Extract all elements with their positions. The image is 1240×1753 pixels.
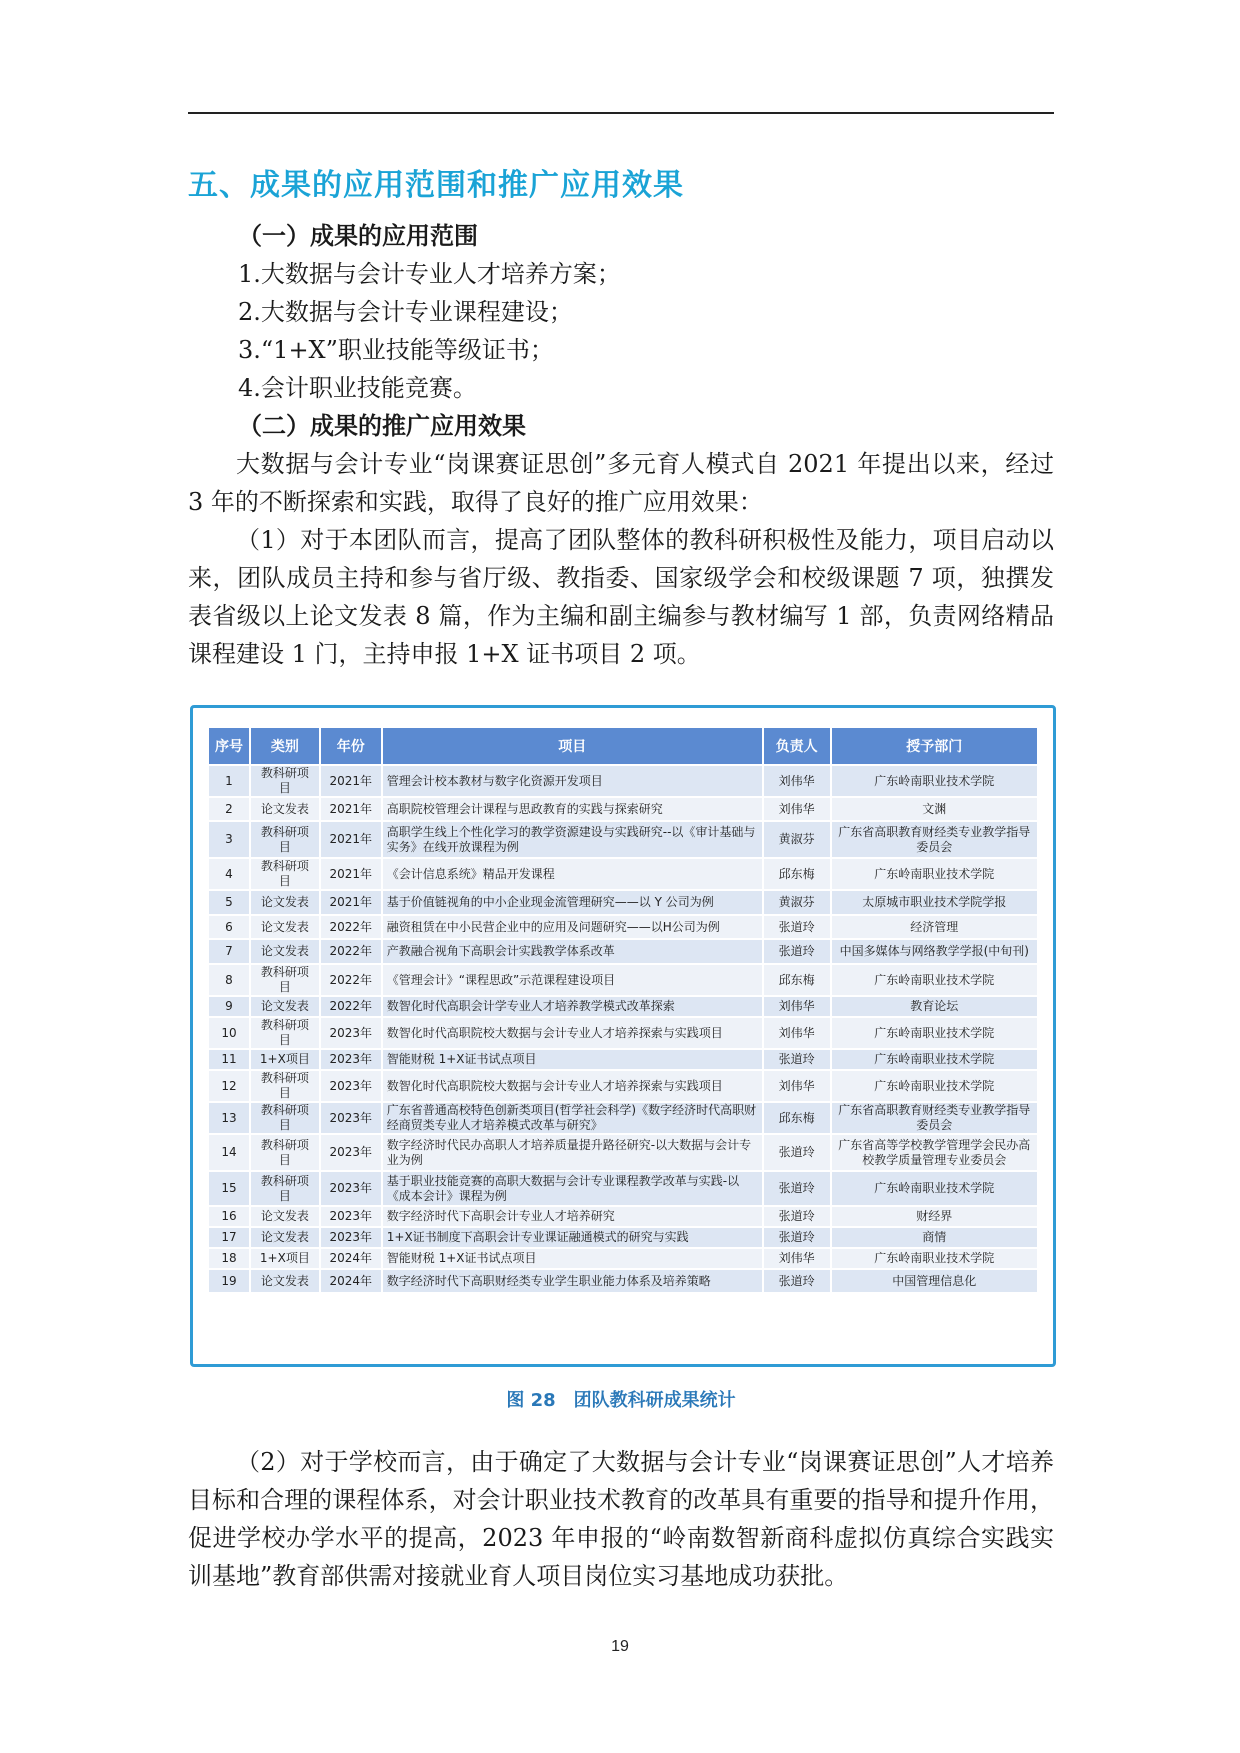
col-header: 负责人	[763, 727, 831, 765]
table-cell: 教科研项目	[250, 1171, 320, 1206]
table-cell: 张道玲	[763, 1049, 831, 1070]
table-cell: 论文发表	[250, 797, 320, 821]
table-cell: 15	[208, 1171, 250, 1206]
table-cell: 刘伟华	[763, 1248, 831, 1269]
table-cell: 1+X证书制度下高职会计专业课证融通模式的研究与实践	[382, 1227, 763, 1248]
col-header: 授予部门	[831, 727, 1038, 765]
table-cell: 教科研项目	[250, 1070, 320, 1102]
paragraph-team: （1）对于本团队而言，提高了团队整体的教科研积极性及能力，项目启动以来，团队成员主持和参与省厅级、教指委、国家级学会和校级课题 7 项，独撰发表省级以上论文发表 8 篇，作为主编和副主编参与教材编写 1 部，负责网络精品课程建设 1 门，主持申报 1+X 证书项目 2 项。	[188, 526, 1054, 668]
col-header: 类别	[250, 727, 320, 765]
table-cell: 广东省高职教育财经类专业教学指导委员会	[831, 1102, 1038, 1134]
table-row	[208, 890, 1038, 915]
table-cell: 教科研项目	[250, 821, 320, 858]
table-cell: 邱东梅	[763, 1102, 831, 1134]
table-cell: 中国管理信息化	[831, 1269, 1038, 1293]
table-cell: 邱东梅	[763, 858, 831, 890]
table-cell: 14	[208, 1134, 250, 1171]
table-cell: 10	[208, 1017, 250, 1049]
results-table	[207, 726, 1039, 1294]
table-cell: 太原城市职业技术学院学报	[831, 890, 1038, 915]
col-header: 项目	[382, 727, 763, 765]
table-row	[208, 1269, 1038, 1293]
table-cell: 张道玲	[763, 939, 831, 964]
list-item: 1.大数据与会计专业人才培养方案；	[238, 260, 621, 288]
table-cell: 2021年	[320, 890, 382, 915]
table-cell: 张道玲	[763, 915, 831, 939]
table-cell: 1+X项目	[250, 1049, 320, 1070]
table-row	[208, 1206, 1038, 1227]
table-cell: 论文发表	[250, 996, 320, 1017]
table-cell: 2022年	[320, 996, 382, 1017]
table-cell: 2023年	[320, 1049, 382, 1070]
table-cell: 张道玲	[763, 1206, 831, 1227]
table-cell: 12	[208, 1070, 250, 1102]
table-cell: 数智化时代高职会计学专业人才培养教学模式改革探索	[382, 996, 763, 1017]
table-cell: 教科研项目	[250, 964, 320, 996]
table-cell: 论文发表	[250, 1206, 320, 1227]
table-cell: 2021年	[320, 821, 382, 858]
table-cell: 16	[208, 1206, 250, 1227]
table-cell: 2021年	[320, 797, 382, 821]
subsection-heading-1: （一）成果的应用范围	[238, 222, 478, 250]
table-cell: 广东省普通高校特色创新类项目(哲学社会科学)《数字经济时代高职财经商贸类专业人才培养模式改革与研究》	[382, 1102, 763, 1134]
table-cell: 广东岭南职业技术学院	[831, 765, 1038, 797]
table-cell: 教科研项目	[250, 1102, 320, 1134]
table-cell: 2022年	[320, 964, 382, 996]
table-cell: 张道玲	[763, 1269, 831, 1293]
list-item: 4.会计职业技能竞赛。	[238, 374, 477, 402]
table-cell: 2023年	[320, 1227, 382, 1248]
table-cell: 2023年	[320, 1171, 382, 1206]
table-cell: 广东岭南职业技术学院	[831, 1248, 1038, 1269]
table-cell: 广东岭南职业技术学院	[831, 964, 1038, 996]
table-cell: 基于职业技能竞赛的高职大数据与会计专业课程教学改革与实践-以《成本会计》课程为例	[382, 1171, 763, 1206]
table-cell: 《管理会计》“课程思政”示范课程建设项目	[382, 964, 763, 996]
table-cell: 经济管理	[831, 915, 1038, 939]
text-block-bottom	[188, 1443, 1054, 1595]
table-cell: 19	[208, 1269, 250, 1293]
table-row	[208, 858, 1038, 890]
table-cell: 产教融合视角下高职会计实践教学体系改革	[382, 939, 763, 964]
table-cell: 论文发表	[250, 915, 320, 939]
table-cell: 刘伟华	[763, 1070, 831, 1102]
table-cell: 数字经济时代下高职财经类专业学生职业能力体系及培养策略	[382, 1269, 763, 1293]
figure-caption: 图 28 团队教科研成果统计	[506, 1390, 736, 1411]
table-cell: 广东岭南职业技术学院	[831, 1171, 1038, 1206]
table-cell: 2022年	[320, 915, 382, 939]
table-cell: 论文发表	[250, 939, 320, 964]
table-cell: 1+X项目	[250, 1248, 320, 1269]
table-cell: 1	[208, 765, 250, 797]
table-cell: 教育论坛	[831, 996, 1038, 1017]
list-item: 3.“1+X”职业技能等级证书；	[238, 336, 554, 364]
table-cell: 教科研项目	[250, 765, 320, 797]
table-cell: 18	[208, 1248, 250, 1269]
table-cell: 张道玲	[763, 1227, 831, 1248]
table-cell: 基于价值链视角的中小企业现金流管理研究——以 Y 公司为例	[382, 890, 763, 915]
table-cell: 融资租赁在中小民营企业中的应用及问题研究——以H公司为例	[382, 915, 763, 939]
table-cell: 2023年	[320, 1070, 382, 1102]
table-cell: 论文发表	[250, 1269, 320, 1293]
table-cell: 4	[208, 858, 250, 890]
table-row	[208, 996, 1038, 1017]
subsection-heading-2: （二）成果的推广应用效果	[238, 412, 526, 440]
table-row	[208, 797, 1038, 821]
table-cell: 数智化时代高职院校大数据与会计专业人才培养探索与实践项目	[382, 1070, 763, 1102]
table-cell: 广东岭南职业技术学院	[831, 1017, 1038, 1049]
table-row	[208, 964, 1038, 996]
table-cell: 黄淑芬	[763, 821, 831, 858]
table-cell: 9	[208, 996, 250, 1017]
results-table-figure	[190, 705, 1056, 1367]
table-cell: 广东岭南职业技术学院	[831, 1070, 1038, 1102]
table-header-row	[208, 727, 1038, 765]
paragraph-intro: 大数据与会计专业“岗课赛证思创”多元育人模式自 2021 年提出以来，经过 3 年的不断探索和实践，取得了良好的推广应用效果：	[188, 450, 1054, 516]
table-cell: 论文发表	[250, 1227, 320, 1248]
table-cell: 8	[208, 964, 250, 996]
table-cell: 2022年	[320, 939, 382, 964]
table-cell: 6	[208, 915, 250, 939]
table-row	[208, 939, 1038, 964]
table-cell: 教科研项目	[250, 1134, 320, 1171]
table-cell: 张道玲	[763, 1134, 831, 1171]
section-title: 五、成果的应用范围和推广应用效果	[188, 168, 684, 203]
table-row	[208, 1171, 1038, 1206]
table-cell: 教科研项目	[250, 858, 320, 890]
table-cell: 广东省高职教育财经类专业教学指导委员会	[831, 821, 1038, 858]
table-row	[208, 1248, 1038, 1269]
table-cell: 2	[208, 797, 250, 821]
table-cell: 文渊	[831, 797, 1038, 821]
table-cell: 2023年	[320, 1017, 382, 1049]
table-cell: 广东省高等学校教学管理学会民办高校教学质量管理专业委员会	[831, 1134, 1038, 1171]
table-cell: 刘伟华	[763, 797, 831, 821]
table-cell: 2021年	[320, 858, 382, 890]
table-cell: 2024年	[320, 1248, 382, 1269]
table-cell: 高职学生线上个性化学习的教学资源建设与实践研究--以《审计基础与实务》在线开放课程为例	[382, 821, 763, 858]
table-cell: 《会计信息系统》精品开发课程	[382, 858, 763, 890]
col-header: 序号	[208, 727, 250, 765]
table-cell: 数智化时代高职院校大数据与会计专业人才培养探索与实践项目	[382, 1017, 763, 1049]
table-cell: 广东岭南职业技术学院	[831, 858, 1038, 890]
table-cell: 2021年	[320, 765, 382, 797]
table-row	[208, 1102, 1038, 1134]
table-row	[208, 765, 1038, 797]
table-cell: 2023年	[320, 1102, 382, 1134]
table-cell: 黄淑芬	[763, 890, 831, 915]
table-row	[208, 821, 1038, 858]
table-cell: 管理会计校本教材与数字化资源开发项目	[382, 765, 763, 797]
table-cell: 2024年	[320, 1269, 382, 1293]
table-cell: 高职院校管理会计课程与思政教育的实践与探索研究	[382, 797, 763, 821]
table-cell: 财经界	[831, 1206, 1038, 1227]
list-item: 2.大数据与会计专业课程建设；	[238, 298, 573, 326]
header-rule	[188, 112, 1054, 114]
table-cell: 13	[208, 1102, 250, 1134]
table-row	[208, 1134, 1038, 1171]
table-cell: 商情	[831, 1227, 1038, 1248]
table-cell: 张道玲	[763, 1171, 831, 1206]
table-row	[208, 1017, 1038, 1049]
text-block-top	[188, 217, 1054, 673]
table-row	[208, 1070, 1038, 1102]
paragraph-school: （2）对于学校而言，由于确定了大数据与会计专业“岗课赛证思创”人才培养目标和合理的课程体系，对会计职业技术教育的改革具有重要的指导和提升作用，促进学校办学水平的提高，2023 年申报的“岭南数智新商科虚拟仿真综合实践实训基地”教育部供需对接就业育人项目岗位实习基地成功获批。	[188, 1448, 1054, 1590]
table-cell: 2023年	[320, 1134, 382, 1171]
table-cell: 广东岭南职业技术学院	[831, 1049, 1038, 1070]
table-cell: 智能财税 1+X证书试点项目	[382, 1049, 763, 1070]
table-cell: 邱东梅	[763, 964, 831, 996]
table-cell: 刘伟华	[763, 1017, 831, 1049]
table-cell: 刘伟华	[763, 765, 831, 797]
table-row	[208, 1227, 1038, 1248]
table-cell: 数字经济时代民办高职人才培养质量提升路径研究-以大数据与会计专业为例	[382, 1134, 763, 1171]
table-cell: 7	[208, 939, 250, 964]
table-cell: 教科研项目	[250, 1017, 320, 1049]
table-cell: 中国多媒体与网络教学学报(中旬刊)	[831, 939, 1038, 964]
table-cell: 5	[208, 890, 250, 915]
table-cell: 2023年	[320, 1206, 382, 1227]
table-row	[208, 1049, 1038, 1070]
table-cell: 11	[208, 1049, 250, 1070]
table-cell: 智能财税 1+X证书试点项目	[382, 1248, 763, 1269]
table-cell: 刘伟华	[763, 996, 831, 1017]
table-cell: 论文发表	[250, 890, 320, 915]
page-number: 19	[611, 1638, 629, 1655]
table-cell: 3	[208, 821, 250, 858]
col-header: 年份	[320, 727, 382, 765]
table-cell: 17	[208, 1227, 250, 1248]
table-cell: 数字经济时代下高职会计专业人才培养研究	[382, 1206, 763, 1227]
table-row	[208, 915, 1038, 939]
